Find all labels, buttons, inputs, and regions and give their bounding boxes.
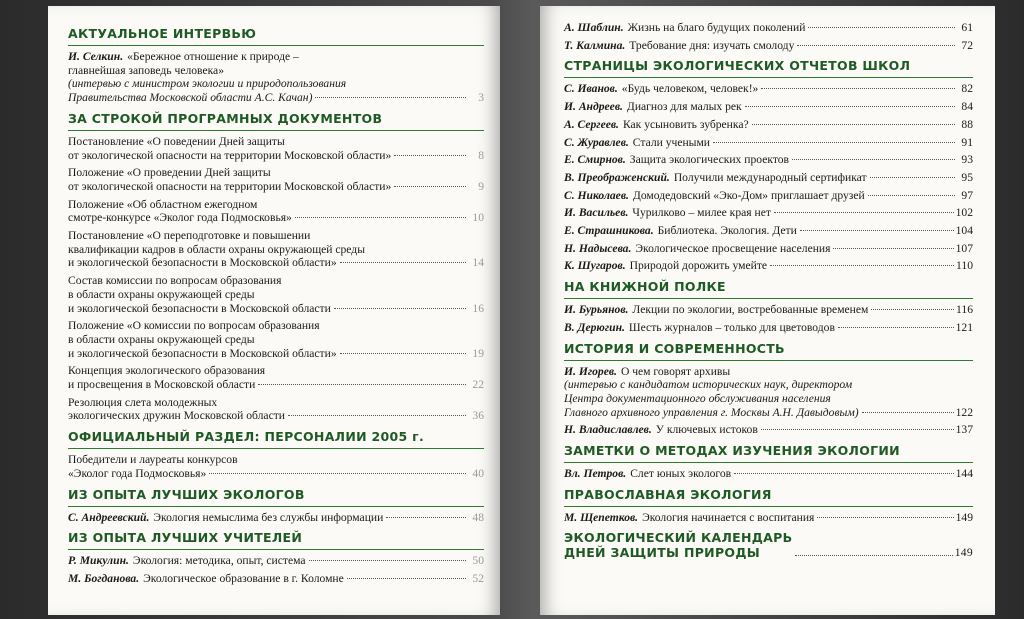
page-number: 82 (961, 82, 973, 96)
toc-entry[interactable] (564, 153, 973, 167)
entry-author: И. Игорев. (564, 364, 617, 378)
entry-author: М. Богданова. (68, 571, 140, 585)
section-heading: ОФИЦИАЛЬНЫЙ РАЗДЕЛ: ПЕРСОНАЛИИ 2005 г. (68, 429, 484, 449)
entry-title: Экология начинается с воспитания (642, 510, 815, 524)
toc-section (68, 530, 484, 585)
toc-entry[interactable] (68, 135, 484, 162)
leader-dots (713, 142, 955, 143)
section-heading: ЗАМЕТКИ О МЕТОДАХ ИЗУЧЕНИЯ ЭКОЛОГИИ (564, 443, 973, 463)
entry-title: Диагноз для малых рек (626, 100, 742, 114)
leader-dots (288, 415, 466, 416)
toc-entry[interactable] (68, 453, 484, 480)
entry-line (68, 77, 484, 91)
page-number: 50 (472, 554, 484, 568)
entry-line (68, 302, 484, 316)
leader-dots (334, 308, 466, 309)
page-number: 36 (472, 409, 484, 423)
entry-author: Н. Владиславлев. (564, 423, 652, 437)
entry-title: главнейшая заповедь человека» (68, 63, 224, 77)
entry-title: Положение «О комиссии по вопросам образования (68, 319, 320, 333)
page-number: 137 (955, 423, 973, 437)
page-number: 122 (955, 405, 973, 419)
entry-title: Природой дорожить умейте (629, 259, 768, 273)
leader-dots (795, 555, 952, 556)
entry-line (68, 333, 484, 347)
section-heading: ПРАВОСЛАВНАЯ ЭКОЛОГИЯ (564, 487, 973, 507)
entry-author: Р. Микулин. (68, 554, 129, 568)
entry-title: «Будь человеком, человек!» (621, 82, 759, 96)
entry-title: Экология немыслима без службы информации (153, 510, 384, 524)
entry-author: С. Журавлев. (564, 135, 629, 149)
entry-title: и экологической безопасности в Московской области» (68, 256, 337, 270)
entry-line (68, 511, 484, 525)
entry-author: Е. Смирнов. (564, 153, 626, 167)
page-number: 61 (961, 21, 973, 34)
entry-title: Стали учеными (632, 135, 711, 149)
entry-author: Вл. Петров. (564, 467, 627, 481)
entry-line (564, 153, 973, 167)
toc-entry[interactable] (564, 118, 973, 132)
entry-title: Главного архивного управления г. Москвы А.Н. Давыдовым) (564, 405, 859, 419)
entry-title: (интервью с министром экологии и природопользования (68, 77, 347, 91)
page-number: 144 (955, 467, 973, 481)
toc-entry[interactable] (564, 206, 973, 220)
toc-entry[interactable] (68, 166, 484, 193)
toc-section (564, 487, 973, 525)
leader-dots (340, 262, 466, 263)
entry-author: К. Шугаров. (564, 259, 626, 273)
entry-author: С. Андреевский. (68, 510, 150, 524)
entry-title: квалификации кадров в области охраны окружающей среды (68, 242, 365, 256)
entry-title: Победители и лауреаты конкурсов (68, 453, 238, 467)
entry-line (68, 243, 484, 257)
entry-title: Постановление «О переподготовке и повышении (68, 229, 311, 243)
leader-dots (209, 473, 466, 474)
entry-title: экологических дружин Московской области (68, 409, 285, 423)
toc-entry[interactable] (564, 171, 973, 185)
entry-line (68, 396, 484, 410)
entry-line (564, 136, 973, 150)
leader-dots (386, 517, 466, 518)
page-number: 116 (956, 303, 973, 317)
entry-author: В. Преображенский. (564, 170, 670, 184)
toc-entry[interactable] (68, 572, 484, 586)
entry-title: О чем говорят архивы (620, 364, 731, 378)
entry-title: Жизнь на благо будущих поколений (627, 21, 806, 34)
entry-line (68, 91, 484, 105)
page-number: 91 (961, 135, 973, 149)
toc-entry[interactable] (564, 189, 973, 203)
entry-line (68, 256, 484, 270)
entry-author: А. Шаблин. (564, 21, 624, 34)
leader-dots (800, 230, 954, 231)
toc-entry[interactable] (68, 554, 484, 568)
toc-section (68, 429, 484, 480)
leader-dots (761, 88, 955, 89)
page-number: 16 (472, 301, 484, 315)
entry-line (564, 39, 973, 53)
page-number: 107 (955, 241, 973, 255)
leader-dots (347, 578, 466, 579)
entry-title: Концепция экологического образования (68, 364, 266, 378)
entry-title: и экологической безопасности в Московской области» (68, 346, 337, 360)
entry-line (564, 321, 973, 335)
entry-line (564, 423, 973, 437)
section-heading: ЗА СТРОКОЙ ПРОГРАМНЫХ ДОКУМЕНТОВ (68, 111, 484, 131)
entry-line (68, 554, 484, 568)
page-number: 48 (472, 510, 484, 524)
toc-entry[interactable] (68, 364, 484, 391)
entry-line (68, 288, 484, 302)
entry-line (68, 347, 484, 361)
toc-entry[interactable] (68, 198, 484, 225)
entry-line (564, 206, 973, 220)
entry-title: Библиотека. Экология. Дети (657, 224, 797, 238)
entry-title: Центра документационного обслуживания населения (564, 391, 831, 405)
entry-title: в области охраны окружающей среды (68, 287, 255, 301)
leader-dots (752, 124, 955, 125)
toc-entry[interactable] (564, 303, 973, 317)
toc-section (564, 279, 973, 334)
entry-line (564, 21, 973, 35)
leader-dots (295, 217, 466, 218)
page-number: 10 (472, 211, 484, 225)
left-page (48, 6, 500, 615)
entry-line (564, 303, 973, 317)
toc-section (564, 530, 973, 564)
entry-title: Положение «Об областном ежегодном (68, 197, 258, 211)
page-number: 14 (472, 256, 484, 270)
leader-dots (394, 186, 466, 187)
page-number: 19 (472, 346, 484, 360)
entry-line (68, 166, 484, 180)
toc-section (564, 443, 973, 481)
entry-line (564, 242, 973, 256)
entry-title: Домодедовский «Эко-Дом» приглашает друзей (632, 188, 865, 202)
page-number: 22 (472, 378, 484, 392)
page-number: 88 (961, 117, 973, 131)
entry-line (68, 378, 484, 392)
leader-dots (808, 27, 955, 28)
page-number: 40 (472, 466, 484, 480)
entry-title: Шесть журналов – только для цветоводов (628, 320, 835, 334)
toc-entry[interactable] (68, 50, 484, 105)
entry-author: С. Иванов. (564, 82, 618, 96)
toc-section (564, 341, 973, 438)
section-heading: АКТУАЛЬНОЕ ИНТЕРВЬЮ (68, 26, 484, 46)
page-number: 84 (961, 100, 973, 114)
entry-author: А. Сергеев. (564, 117, 619, 131)
leader-dots (774, 212, 954, 213)
entry-title: Защита экологических проектов (629, 153, 790, 167)
entry-title: Экология: методика, опыт, система (132, 554, 306, 568)
entry-title: Как усыновить зубренка? (622, 117, 749, 131)
toc-entry[interactable] (564, 100, 973, 114)
leader-dots (833, 248, 953, 249)
entry-line (68, 229, 484, 243)
entry-author: В. Дерюгин. (564, 320, 625, 334)
leader-dots (871, 309, 954, 310)
toc-entry[interactable] (564, 21, 973, 35)
entry-title: Экологическое просвещение населения (635, 241, 831, 255)
toc-entry[interactable] (564, 511, 973, 525)
leader-dots (862, 412, 954, 413)
entry-line (68, 135, 484, 149)
entry-title: Постановление «О поведении Дней защиты (68, 134, 285, 148)
leader-dots (340, 353, 466, 354)
leader-dots (394, 155, 466, 156)
leader-dots (761, 429, 954, 430)
entry-line (564, 118, 973, 132)
entry-title: (интервью с кандидатом исторических наук, директором (564, 378, 853, 392)
toc-section (564, 21, 973, 52)
entry-line (68, 319, 484, 333)
entry-line (68, 64, 484, 78)
entry-title: Правительства Московской области А.С. Качан) (68, 91, 313, 105)
toc-entry[interactable] (564, 467, 973, 481)
toc-entry[interactable] (68, 511, 484, 525)
entry-title: от экологической опасности на территории Московской области» (68, 179, 392, 193)
leader-dots (734, 473, 953, 474)
section-heading: ИСТОРИЯ И СОВРЕМЕННОСТЬ (564, 341, 973, 361)
entry-title: «Бережное отношение к природе – (127, 50, 299, 63)
entry-line (564, 171, 973, 185)
page-number: 149 (954, 546, 973, 560)
entry-line (564, 82, 973, 96)
page-number: 110 (956, 259, 973, 273)
toc-entry[interactable] (564, 242, 973, 256)
toc-section (68, 487, 484, 525)
section-heading: СТРАНИЦЫ ЭКОЛОГИЧЕСКИХ ОТЧЕТОВ ШКОЛ (564, 58, 973, 78)
leader-dots (745, 106, 955, 107)
page-number: 95 (961, 170, 973, 184)
entry-line (68, 453, 484, 467)
entry-line (564, 365, 973, 379)
page-number: 9 (478, 179, 484, 193)
toc-entry[interactable] (68, 229, 484, 270)
entry-title: У ключевых истоков (655, 423, 758, 437)
entry-title: Резолюция слета молодежных (68, 395, 218, 409)
entry-line (68, 364, 484, 378)
entry-author: И. Васильев. (564, 206, 629, 220)
page-number: 72 (961, 38, 973, 52)
entry-line (564, 406, 973, 420)
leader-dots (315, 97, 466, 98)
entry-line (68, 211, 484, 225)
toc-entry[interactable] (564, 82, 973, 96)
leader-dots (258, 384, 466, 385)
entry-line (564, 378, 973, 392)
page-number: 97 (961, 188, 973, 202)
page-number: 93 (961, 153, 973, 167)
entry-author: И. Бурьянов. (564, 303, 629, 317)
toc-entry[interactable] (564, 423, 973, 437)
section-heading: ИЗ ОПЫТА ЛУЧШИХ ЭКОЛОГОВ (68, 487, 484, 507)
leader-dots (838, 327, 954, 328)
entry-title: в области охраны окружающей среды (68, 332, 255, 346)
leader-dots (817, 517, 953, 518)
entry-author: М. Щепетков. (564, 510, 639, 524)
toc-entry[interactable] (68, 319, 484, 360)
right-page (540, 6, 995, 615)
entry-title: Требование дня: изучать смолоду (629, 38, 795, 52)
entry-title: Состав комиссии по вопросам образования (68, 274, 282, 288)
entry-line (68, 274, 484, 288)
page-number: 52 (472, 571, 484, 585)
leader-dots (792, 159, 955, 160)
entry-line (564, 511, 973, 525)
toc-entry[interactable] (564, 39, 973, 53)
leader-dots (797, 45, 955, 46)
entry-author: Н. Надысева. (564, 241, 632, 255)
section-heading: НА КНИЖНОЙ ПОЛКЕ (564, 279, 973, 299)
entry-line (564, 189, 973, 203)
toc-section (564, 58, 973, 273)
entry-line (68, 50, 484, 64)
left-toc (68, 26, 484, 592)
entry-title: смотре-конкурсе «Эколог года Подмосковья» (68, 211, 292, 225)
toc-entry[interactable] (68, 396, 484, 423)
entry-author: И. Андреев. (564, 100, 623, 114)
entry-title: и просвещения в Московской области (68, 378, 256, 392)
section-heading: ИЗ ОПЫТА ЛУЧШИХ УЧИТЕЛЕЙ (68, 530, 484, 550)
page-number: 8 (478, 148, 484, 162)
section-heading-text: ЭКОЛОГИЧЕСКИЙ КАЛЕНДАРЬ ДНЕЙ ЗАЩИТЫ ПРИРОДЫ (564, 530, 793, 561)
page-number: 149 (955, 510, 973, 524)
entry-line (68, 180, 484, 194)
entry-line (564, 224, 973, 238)
toc-entry[interactable] (564, 365, 973, 420)
toc-entry[interactable] (564, 224, 973, 238)
entry-author: Т. Калмина. (564, 38, 626, 52)
page-number: 121 (955, 320, 973, 334)
leader-dots (868, 195, 955, 196)
toc-entry[interactable] (564, 136, 973, 150)
entry-line (68, 409, 484, 423)
entry-title: «Эколог года Подмосковья» (68, 466, 207, 480)
toc-entry[interactable] (68, 274, 484, 315)
page-number: 3 (478, 91, 484, 105)
entry-line (68, 467, 484, 481)
entry-author: Е. Страшникова. (564, 224, 654, 238)
entry-line (564, 259, 973, 273)
entry-author: И. Селкин. (68, 50, 124, 63)
entry-title: Чурилково – милее края нет (632, 206, 771, 220)
entry-line (564, 392, 973, 406)
right-toc (564, 21, 973, 570)
leader-dots (770, 265, 954, 266)
entry-line (68, 198, 484, 212)
entry-title: Положение «О проведении Дней защиты (68, 166, 271, 180)
section-heading (564, 530, 973, 564)
toc-section (68, 26, 484, 105)
entry-title: Лекции по экологии, востребованные временем (632, 303, 869, 317)
leader-dots (309, 560, 466, 561)
entry-title: Слет юных экологов (630, 467, 732, 481)
entry-title: Получили международный сертификат (673, 170, 867, 184)
entry-line (68, 149, 484, 163)
entry-line (68, 572, 484, 586)
leader-dots (870, 177, 955, 178)
entry-title: от экологической опасности на территории Московской области» (68, 148, 392, 162)
toc-entry[interactable] (564, 259, 973, 273)
entry-title: Экологическое образование в г. Коломне (143, 571, 344, 585)
entry-line (564, 467, 973, 481)
entry-title: и экологической безопасности в Московской области (68, 301, 331, 315)
entry-line (564, 100, 973, 114)
entry-author: С. Николаев. (564, 188, 629, 202)
toc-entry[interactable] (564, 321, 973, 335)
page-number: 104 (955, 224, 973, 238)
toc-section (68, 111, 484, 423)
page-number: 102 (955, 206, 973, 220)
